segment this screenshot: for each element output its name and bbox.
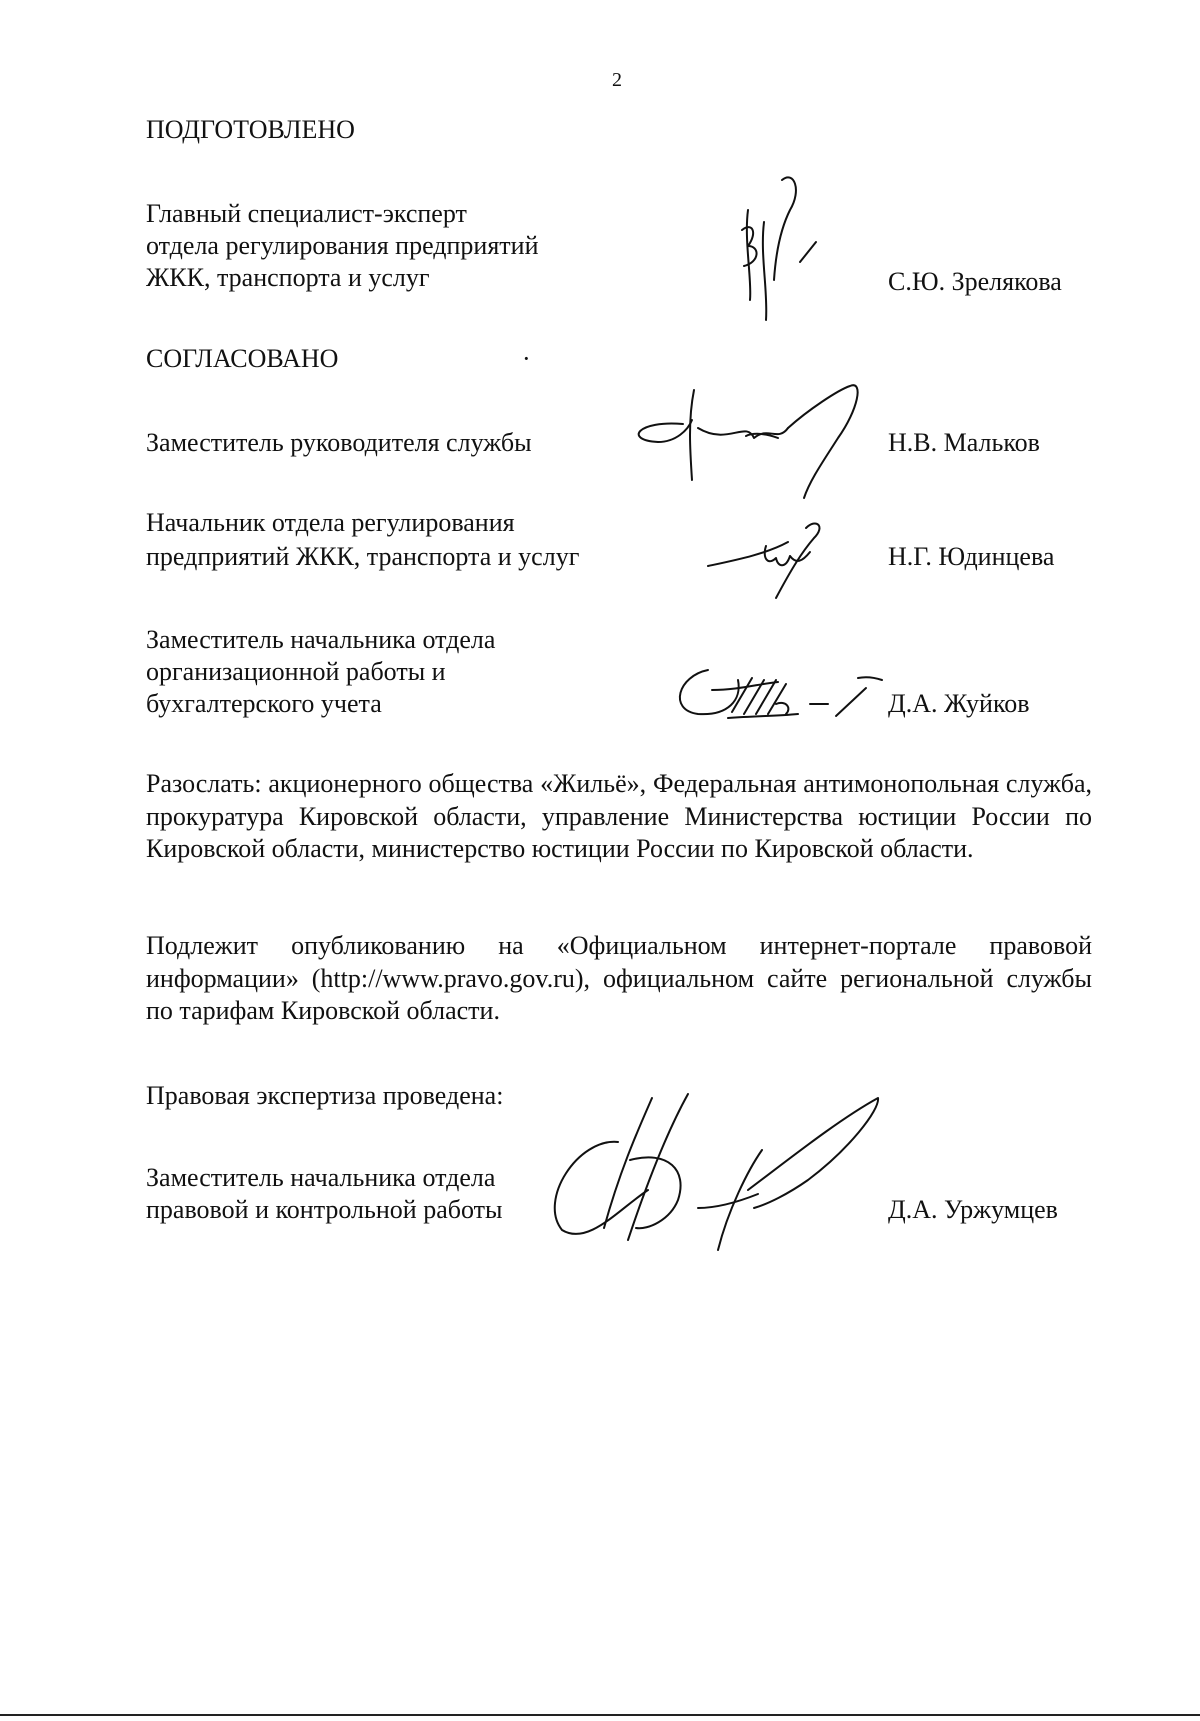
page-number: 2 xyxy=(612,69,622,91)
signature-yudintseva xyxy=(706,518,826,603)
signer-3-position-line: организационной работы и xyxy=(146,657,446,686)
signature-zrelyakova xyxy=(730,170,830,325)
agreed-heading: СОГЛАСОВАНО xyxy=(146,344,339,373)
legal-review-position-line: Заместитель начальника отдела xyxy=(146,1163,496,1192)
prepared-signer-name: С.Ю. Зрелякова xyxy=(888,267,1062,296)
signature-zhuikov xyxy=(668,660,888,740)
signer-2-position-line: Начальник отдела регулирования xyxy=(146,508,515,537)
prepared-position-line: отдела регулирования предприятий xyxy=(146,231,539,260)
signature-urzhumtsev xyxy=(548,1090,888,1260)
signer-1-position-line: Заместитель руководителя службы xyxy=(146,428,532,457)
signer-3-position-line: Заместитель начальника отдела xyxy=(146,625,496,654)
legal-review-signer-name: Д.А. Уржумцев xyxy=(888,1195,1058,1224)
prepared-heading: ПОДГОТОВЛЕНО xyxy=(146,115,355,144)
signer-3-name: Д.А. Жуйков xyxy=(888,689,1030,718)
signer-3-position-line: бухгалтерского учета xyxy=(146,689,382,718)
prepared-position-line: Главный специалист-эксперт xyxy=(146,199,467,228)
signer-2-name: Н.Г. Юдинцева xyxy=(888,542,1055,571)
bottom-edge-line xyxy=(0,1714,1200,1716)
legal-review-heading: Правовая экспертиза проведена: xyxy=(146,1081,504,1110)
agreed-dot: · xyxy=(522,344,531,373)
signature-malkov xyxy=(628,380,878,500)
prepared-position-line: ЖКК, транспорта и услуг xyxy=(146,263,430,292)
signer-1-name: Н.В. Мальков xyxy=(888,428,1040,457)
publication-paragraph: Подлежит опубликованию на «Официальном интернет-портале правовой информации» (http://www.pravo.gov.ru), официальном сайте региональной службы по тарифам Кировской области. xyxy=(146,931,1092,1025)
signer-2-position-line: предприятий ЖКК, транспорта и услуг xyxy=(146,542,580,571)
legal-review-position-line: правовой и контрольной работы xyxy=(146,1195,503,1224)
distribution-paragraph: Разослать: акционерного общества «Жильё», Федеральная антимонопольная служба, прокуратура Кировской области, управление Министерства юстиции России по Кировской области, министерство юстиции России по Кировской области. xyxy=(146,769,1092,863)
